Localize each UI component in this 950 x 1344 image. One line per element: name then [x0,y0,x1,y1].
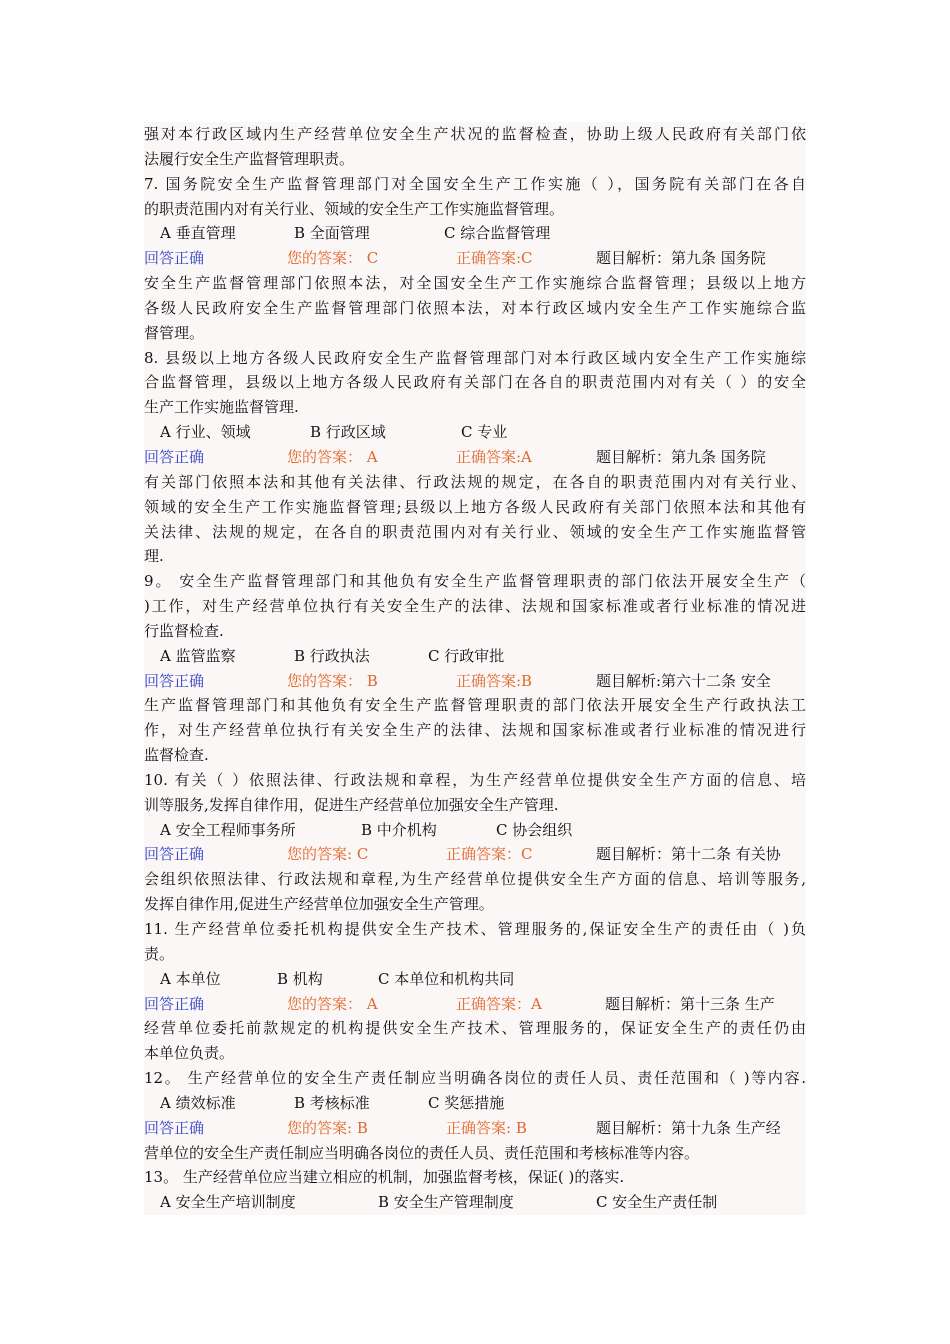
question-stem: 训等服务,发挥自律作用，促进生产经营单位加强安全生产管理. [144,795,559,814]
options-row [144,221,806,246]
options-row [144,818,806,843]
options-row [144,1091,806,1116]
correct-answer: 正确答案:B [456,671,533,690]
analysis-line: 安全生产监督管理部门依照本法，对全国安全生产工作实施综合监督管理；县级以上地方 [144,274,806,293]
options-row [144,1190,806,1215]
question-stem: 7. 国务院安全生产监督管理部门对全国安全生产工作实施（ ），国务院有关部门在各自 [144,174,806,193]
question-stem: 13。 生产经营单位应当建立相应的机制，加强监督考核，保证( )的落实. [144,1168,625,1187]
analysis-label: 题目解析：第十三条 生产 [605,994,775,1013]
result-status: 回答正确 [144,1118,205,1137]
analysis-line: 督管理。 [144,323,205,342]
option-a: A 安全工程师事务所 [160,820,296,839]
analysis-line: 关法律、法规的规定，在各自的职责范围内对有关行业、领域的安全生产工作实施监督管 [144,522,806,541]
options-row [144,420,806,445]
option-a: A 行业、领域 [160,423,251,442]
result-status: 回答正确 [144,447,205,466]
your-answer: 您的答案： A [287,447,378,466]
question-stem: 9。 安全生产监督管理部门和其他负有安全生产监督管理职责的部门依法开展安全生产（ [144,572,806,591]
analysis-label: 题目解析：第九条 国务院 [596,249,766,268]
question-stem: 12。 生产经营单位的安全生产责任制应当明确各岗位的责任人员、责任范围和（ )等内容. [144,1069,806,1088]
option-b: B 考核标准 [294,1093,370,1112]
question-stem: 8. 县级以上地方各级人民政府安全生产监督管理部门对本行政区域内安全生产工作实施综 [144,348,806,367]
option-c: C 行政审批 [428,646,505,665]
analysis-line: 营单位的安全生产责任制应当明确各岗位的责任人员、责任范围和考核标准等内容。 [144,1143,700,1162]
option-c: C 协会组织 [496,820,573,839]
result-row [144,1116,806,1141]
option-c: C 综合监督管理 [444,224,551,243]
analysis-line: 会组织依照法律、行政法规和章程,为生产经营单位提供安全生产方面的信息、培训等服务, [144,870,806,889]
question-stem: 的职责范围内对有关行业、领域的安全生产工作实施监督管理。 [144,199,565,218]
analysis-line: 生产监督管理部门和其他负有安全生产监督管理职责的部门依法开展安全生产行政执法工 [144,696,806,715]
analysis-line: 本单位负责。 [144,1044,235,1063]
your-answer: 您的答案： C [287,249,379,268]
result-row [144,246,806,271]
analysis-line: 各级人民政府安全生产监督管理部门依照本法，对本行政区域内安全生产工作实施综合监 [144,298,806,317]
question-stem: 责。 [144,944,175,963]
result-row [144,992,806,1017]
analysis-line: 领域的安全生产工作实施监督管理;县级以上地方各级人民政府有关部门依照本法和其他有 [144,497,806,516]
option-c: C 奖惩措施 [428,1093,505,1112]
option-a: A 监管监察 [160,646,236,665]
question-stem: 合监督管理，县级以上地方各级人民政府有关部门在各自的职责范围内对有关（ ）的安全 [144,373,806,392]
result-row [144,669,806,694]
option-c: C 安全生产责任制 [596,1193,718,1212]
result-status: 回答正确 [144,845,205,864]
option-a: A 安全生产培训制度 [160,1193,296,1212]
option-c: C 专业 [461,423,508,442]
correct-answer: 正确答案:C [456,249,533,268]
option-b: B 行政区域 [310,423,386,442]
analysis-line: 经营单位委托前款规定的机构提供安全生产技术、管理服务的，保证安全生产的责任仍由 [144,1019,806,1038]
your-answer: 您的答案: B [287,1118,368,1137]
correct-answer: 正确答案：C [446,845,533,864]
correct-answer: 正确答案: B [446,1118,527,1137]
option-b: B 机构 [277,969,323,988]
question-stem: 11. 生产经营单位委托机构提供安全生产技术、管理服务的,保证安全生产的责任由（ )负 [144,920,806,938]
analysis-line: 理. [144,547,164,566]
analysis-line: 发挥自律作用,促进生产经营单位加强安全生产管理。 [144,895,494,914]
option-b: B 行政执法 [294,646,370,665]
option-a: A 绩效标准 [160,1093,236,1112]
analysis-label: 题目解析：第十二条 有关协 [596,845,781,864]
your-answer: 您的答案： B [287,671,378,690]
correct-answer: 正确答案：A [456,994,542,1013]
intro-line: 法履行安全生产监督管理职责。 [144,149,355,168]
intro-line: 强对本行政区域内生产经营单位安全生产状况的监督检查，协助上级人民政府有关部门依 [144,125,806,143]
your-answer: 您的答案: C [287,845,369,864]
correct-answer: 正确答案:A [456,447,532,466]
option-b: B 中介机构 [361,820,437,839]
options-row [144,644,806,669]
result-row [144,842,806,867]
analysis-label: 题目解析:第六十二条 安全 [596,671,771,690]
option-c: C 本单位和机构共同 [378,969,515,988]
your-answer: 您的答案： A [287,994,378,1013]
question-stem: )工作，对生产经营单位执行有关安全生产的法律、法规和国家标准或者行业标准的情况进 [144,597,806,616]
question-stem: 行监督检查. [144,621,224,640]
option-b: B 全面管理 [294,224,370,243]
result-status: 回答正确 [144,671,205,690]
result-status: 回答正确 [144,994,205,1013]
analysis-label: 题目解析：第十九条 生产经 [596,1118,781,1137]
analysis-line: 作，对生产经营单位执行有关安全生产的法律、法规和国家标准或者行业标准的情况进行 [144,721,806,740]
option-a: A 本单位 [160,969,221,988]
result-row [144,445,806,470]
question-stem: 10. 有关（ ）依照法律、行政法规和章程，为生产经营单位提供安全生产方面的信息、培 [144,770,806,789]
analysis-line: 监督检查. [144,746,209,765]
options-row [144,967,806,992]
document-page [144,122,806,1215]
analysis-label: 题目解析：第九条 国务院 [596,447,766,466]
question-stem: 生产工作实施监督管理. [144,398,299,417]
result-status: 回答正确 [144,249,205,268]
analysis-line: 有关部门依照本法和其他有关法律、行政法规的规定，在各自的职责范围内对有关行业、 [144,472,806,491]
option-b: B 安全生产管理制度 [378,1193,514,1212]
option-a: A 垂直管理 [160,224,236,243]
